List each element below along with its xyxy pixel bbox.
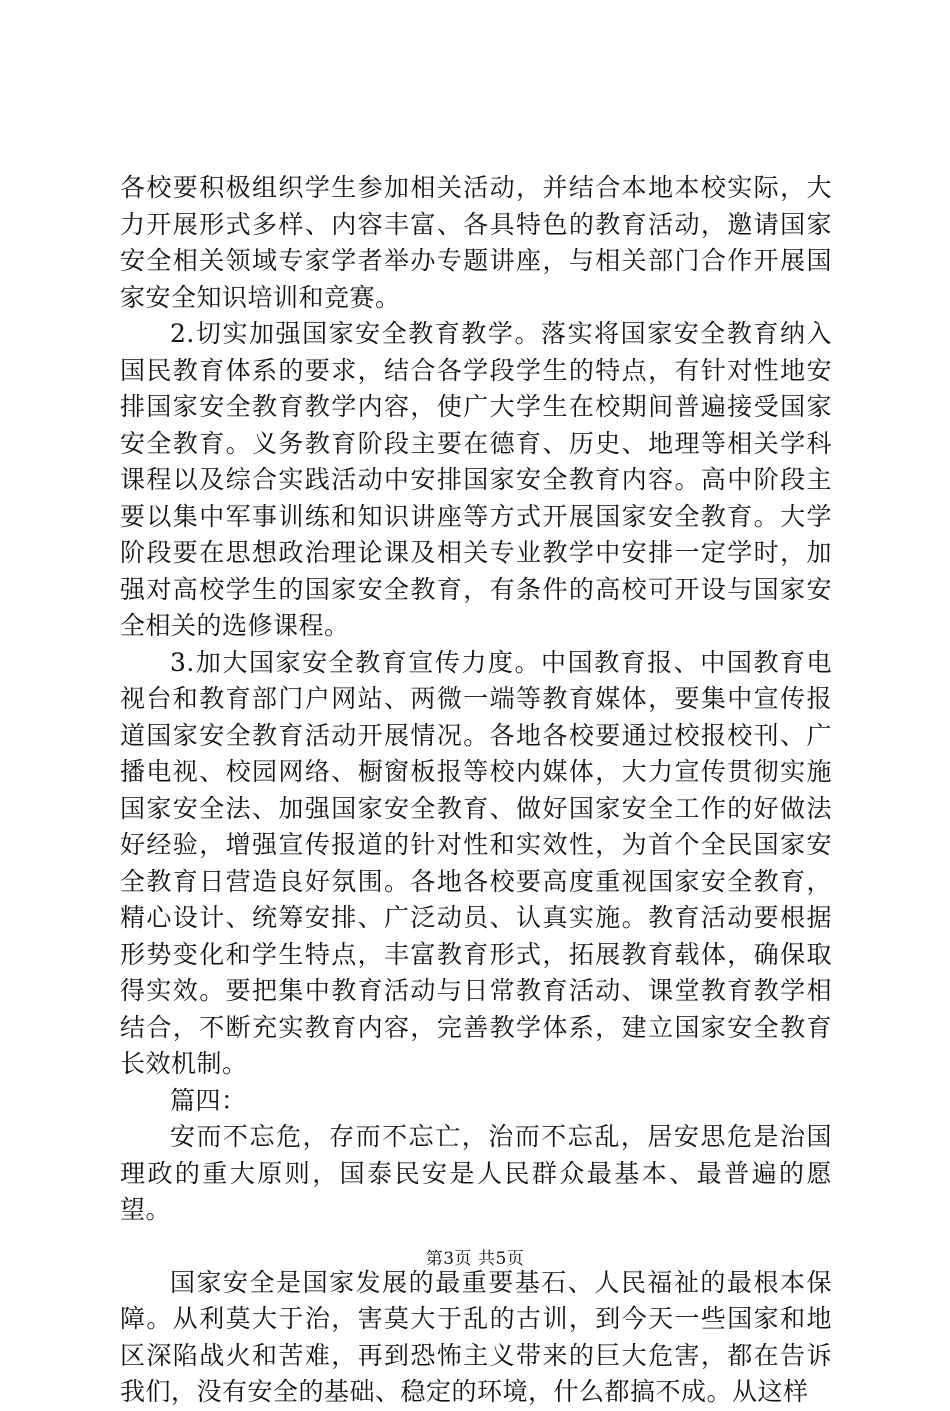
paragraph-continuation: 各校要积极组织学生参加相关活动，并结合本地本校实际，大力开展形式多样、内容丰富、各具特色的教育活动，邀请国家安全相关领域专家学者举办专题讲座，与相关部门合作开展国家安全知识培训和竞赛。 (120, 173, 832, 312)
paragraph-national-security: 国家安全是国家发展的最重要基石、人民福祉的最根本保障。从利莫大于治，害莫大于乱的古训，到今天一些国家和地区深陷战火和苦难，再到恐怖主义带来的巨大危害，都在告诉我们，没有安全的基础、稳定的环境，什么都搞不成。从这样 (120, 1267, 832, 1406)
paragraph-intro: 安而不忘危，存而不忘亡，治而不忘乱，居安思危是治国理政的重大原则，国泰民安是人民群众最基本、最普遍的愿望。 (120, 1122, 832, 1224)
paragraph-item-2: 2.切实加强国家安全教育教学。落实将国家安全教育纳入国民教育体系的要求，结合各学段学生的特点，有针对性地安排国家安全教育教学内容，使广大学生在校期间普遍接受国家安全教育。义务教育阶段主要在德育、历史、地理等相关学科课程以及综合实践活动中安排国家安全教育内容。高中阶段主要以集中军事训练和知识讲座等方式开展国家安全教育。大学阶段要在思想政治理论课及相关专业教学中安排一定学时，加强对高校学生的国家安全教育，有条件的高校可开设与国家安全相关的选修课程。 (120, 319, 832, 640)
section-heading-part-four: 篇四： (170, 1085, 247, 1115)
document-body (120, 170, 832, 1411)
paragraph-item-3: 3.加大国家安全教育宣传力度。中国教育报、中国教育电视台和教育部门户网站、两微一端等教育媒体，要集中宣传报道国家安全教育活动开展情况。各地各校要通过校报校刊、广播电视、校园网络、橱窗板报等校内媒体，大力宣传贯彻实施国家安全法、加强国家安全教育、做好国家安全工作的好做法好经验，增强宣传报道的针对性和实效性，为首个全民国家安全教育日营造良好氛围。各地各校要高度重视国家安全教育，精心设计、统筹安排、广泛动员、认真实施。教育活动要根据形势变化和学生特点，丰富教育形式，拓展教育载体，确保取得实效。要把集中教育活动与日常教育活动、课堂教育教学相结合，不断充实教育内容，完善教学体系，建立国家安全教育长效机制。 (120, 647, 832, 1078)
page-number-footer: 第3页 共5页 (425, 1249, 525, 1269)
